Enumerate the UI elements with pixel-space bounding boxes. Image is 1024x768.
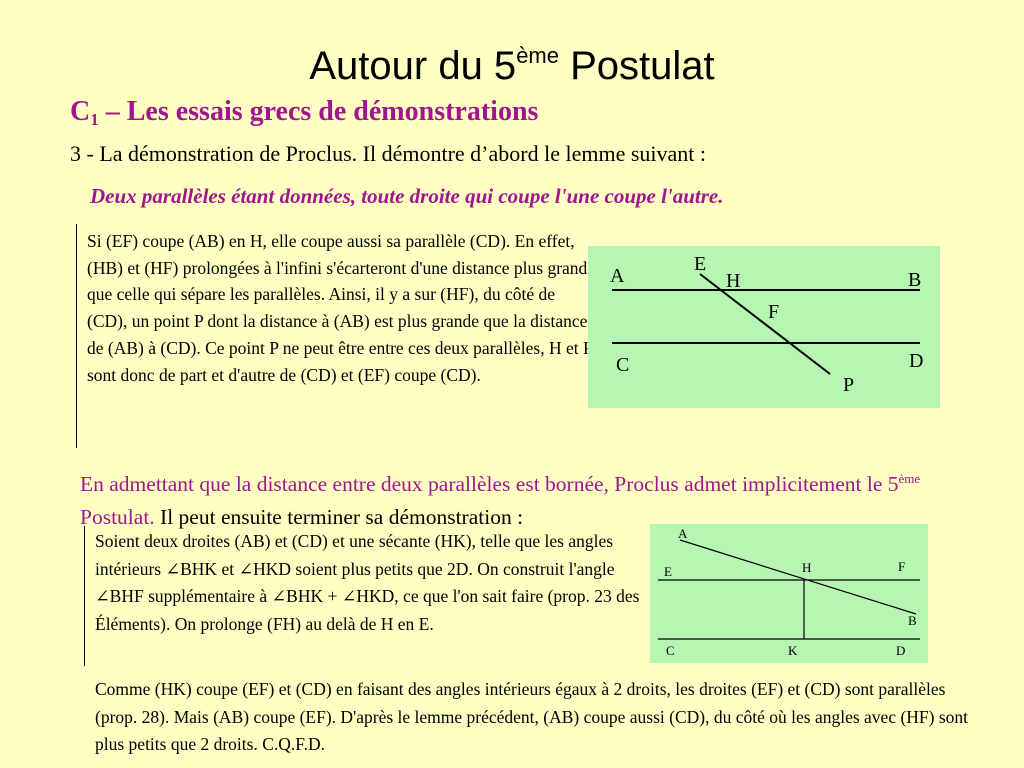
- label-f: F: [898, 559, 906, 574]
- page-title: [0, 28, 1024, 94]
- label-h: H: [802, 560, 812, 575]
- subheading: 3 - La démonstration de Proclus. Il démontre d’abord le lemme suivant :: [70, 141, 707, 166]
- label-c: C: [666, 643, 675, 658]
- line-ab: [680, 540, 916, 614]
- lemma-figure: [588, 246, 940, 408]
- construction-figure: [650, 524, 928, 663]
- label-e: E: [664, 564, 672, 579]
- label-e: E: [694, 253, 707, 275]
- proclus-text-2: Postulat.: [80, 505, 155, 529]
- construction-text: Soient deux droites (AB) et (CD) et une sécante (HK), telle que les angles intérieurs ∠BHK et ∠HKD soient plus petits que 2D. On construit l'angle ∠BHF supplémentaire à ∠BHK + ∠HKD, ce que l'on sait faire (prop. 23 des Éléments). On prolonge (FH) au delà de H en E.: [95, 531, 640, 634]
- section-heading: [70, 96, 538, 130]
- label-d: D: [896, 643, 906, 658]
- label-b: B: [908, 269, 922, 291]
- label-c: C: [616, 354, 630, 376]
- proclus-text-3: Il peut ensuite terminer sa démonstration :: [154, 505, 524, 529]
- label-f: F: [768, 301, 780, 323]
- section-number: 1: [90, 110, 99, 129]
- label-p: P: [843, 374, 855, 396]
- title-rest: Postulat: [558, 44, 715, 88]
- proclus-text-1: En admettant que la distance entre deux parallèles est bornée, Proclus admet implicitement le 5: [80, 472, 899, 496]
- section-text: – Les essais grecs de démonstrations: [98, 96, 539, 127]
- label-d: D: [909, 350, 924, 372]
- label-a: A: [610, 265, 625, 287]
- proclus-sup: ème: [898, 471, 921, 486]
- lemma-statement: Deux parallèles étant données, toute droite qui coupe l'une coupe l'autre.: [90, 184, 724, 208]
- label-k: K: [788, 643, 798, 658]
- label-h: H: [726, 270, 741, 292]
- conclusion-paragraph: Comme (HK) coupe (EF) et (CD) en faisant des angles intérieurs égaux à 2 droits, les droites (EF) et (CD) sont parallèles (prop. 28). Mais (AB) coupe (EF). D'après le lemme précédent, (AB) coupe aussi (CD), du côté où les angles avec (HF) sont plus petits que 2 droits. C.Q.F.D.: [95, 679, 969, 754]
- label-b: B: [908, 613, 917, 628]
- title-sup: ème: [516, 43, 559, 68]
- lemma-proof: [76, 224, 597, 448]
- title-main: Autour du 5: [309, 44, 517, 88]
- label-a: A: [678, 526, 688, 541]
- construction-paragraph: [84, 526, 655, 666]
- section-letter: C: [70, 96, 91, 127]
- lemma-proof-text: Si (EF) coupe (AB) en H, elle coupe aussi sa parallèle (CD). En effet, (HB) et (HF) prolongées à l'infini s'écarteront d'une distance plus grande que celle qui sépare les parallèles. Ainsi, il y a sur (HF), du côté de (CD), un point P dont la distance à (AB) est plus grande que la distance de (AB) à (CD). Ce point P ne peut être entre ces deux parallèles, H et P sont donc de part et d'autre de (CD) et (EF) coupe (CD).: [87, 231, 596, 385]
